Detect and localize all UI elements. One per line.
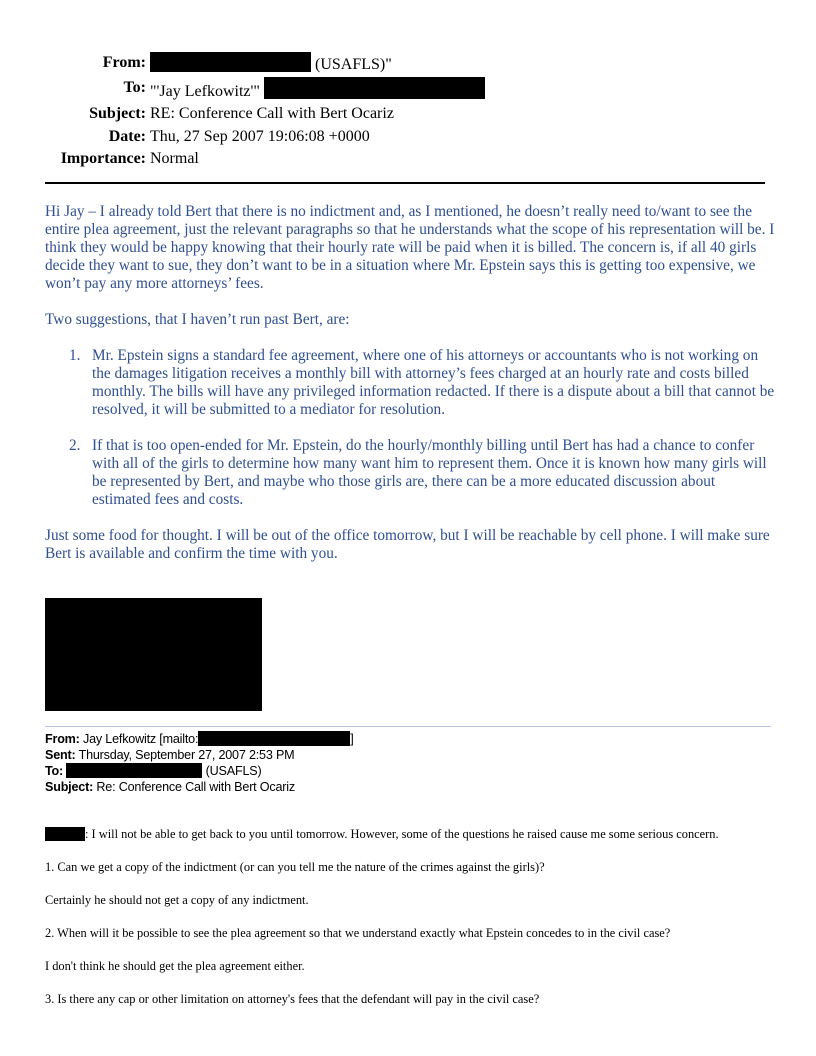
header-from-row [0, 52, 816, 77]
list-item-text: If that is too open-ended for Mr. Epstein, do the hourly/monthly billing until Bert has had a chance to confer with all of the girls to determine how many want him to represent them. Once it is known how many girls will be represented by Bert, and maybe who those girls are, there can be a more educated discussion about estimated fees and costs. [92, 437, 767, 508]
date-value: Thu, 27 Sep 2007 19:06:08 +0000 [150, 127, 370, 145]
quoted-sent-row [45, 747, 775, 763]
signature-redaction [45, 598, 262, 711]
header-date-row [0, 126, 816, 149]
redaction-box [66, 763, 202, 778]
quoted-answer: I don't think he should get the plea agreement either. [45, 959, 305, 973]
header-subject-row [0, 103, 816, 126]
subject-value: RE: Conference Call with Bert Ocariz [150, 105, 394, 122]
header-divider [45, 182, 765, 184]
to-name: "'Jay Lefkowitz'" [150, 82, 264, 100]
reply-body [45, 203, 775, 581]
list-item-number: 2. [69, 437, 81, 454]
email-header [0, 52, 816, 171]
from-label: From: [102, 54, 146, 71]
quoted-sent-label: Sent: [45, 748, 76, 762]
reply-paragraph: Hi Jay – I already told Bert that there is no indictment and, as I mentioned, he doesn’t really need to/want to see the entire plea agreement, just the relevant paragraphs so that he understands what the scope of his representation will be. I think they would be happy knowing that their hourly rate will be paid when it is billed. The concern is, if all 40 girls decide they want to sue, they don’t want to be in a situation where Mr. Epstein says this is getting too expensive, we won’t pay any more attorneys’ fees. [45, 203, 775, 292]
header-importance-row [0, 148, 816, 171]
quoted-to-suffix: (USAFLS) [202, 764, 262, 778]
quoted-intro [45, 826, 785, 842]
quoted-subject-value: Re: Conference Call with Bert Ocariz [93, 780, 295, 794]
redaction-box [45, 827, 85, 841]
quoted-from-row [45, 731, 775, 747]
subject-label: Subject: [89, 105, 146, 122]
from-suffix: (USAFLS)" [315, 56, 392, 73]
to-value [146, 77, 485, 104]
list-item [45, 437, 775, 509]
quoted-to-row [45, 763, 775, 779]
importance-label: Importance: [60, 150, 146, 167]
quoted-to-label: To: [45, 764, 64, 778]
quoted-question: 3. Is there any cap or other limitation on attorney's fees that the defendant will pay in the civil case? [45, 992, 540, 1006]
importance-value: Normal [150, 150, 199, 167]
header-to-row [0, 77, 816, 104]
quoted-question: 1. Can we get a copy of the indictment (or can you tell me the nature of the crimes against the girls)? [45, 860, 545, 874]
quoted-sent-value: Thursday, September 27, 2007 2:53 PM [75, 748, 295, 762]
quoted-header [45, 731, 775, 795]
quoted-subject-label: Subject: [45, 780, 94, 794]
list-item [45, 347, 775, 419]
quoted-answer: Certainly he should not get a copy of any indictment. [45, 893, 309, 907]
reply-paragraph: Just some food for thought. I will be out of the office tomorrow, but I will be reachable by cell phone. I will make sure Bert is available and confirm the time with you. [45, 527, 770, 562]
quoted-intro-text: : I will not be able to get back to you until tomorrow. However, some of the questions he raised cause me some serious concern. [85, 827, 719, 841]
quoted-from-value: Jay Lefkowitz [mailto: [79, 732, 199, 746]
list-item-text: Mr. Epstein signs a standard fee agreement, where one of his attorneys or accountants who is not working on the damages litigation receives a monthly bill with attorney’s fees charged at an hourly rate and costs billed monthly. The bills will have any privileged information redacted. If there is a dispute about a bill that cannot be resolved, it will be submitted to a mediator for resolution. [92, 347, 775, 418]
list-item-number: 1. [69, 347, 81, 364]
quoted-question: 2. When will it be possible to see the plea agreement so that we understand exactly what Epstein concedes to in the civil case? [45, 926, 671, 940]
suggestion-list [45, 347, 775, 509]
quoted-body [45, 826, 785, 1024]
redaction-box [150, 52, 311, 72]
to-label: To: [123, 78, 146, 96]
quoted-from-trail: ] [350, 732, 354, 746]
redaction-box [198, 731, 350, 746]
redaction-box [264, 77, 485, 99]
quoted-subject-row [45, 779, 775, 795]
from-value [146, 52, 392, 77]
quoted-divider [45, 726, 771, 727]
reply-paragraph: Two suggestions, that I haven’t run past Bert, are: [45, 311, 350, 328]
date-label: Date: [108, 127, 146, 145]
quoted-from-label: From: [45, 732, 80, 746]
